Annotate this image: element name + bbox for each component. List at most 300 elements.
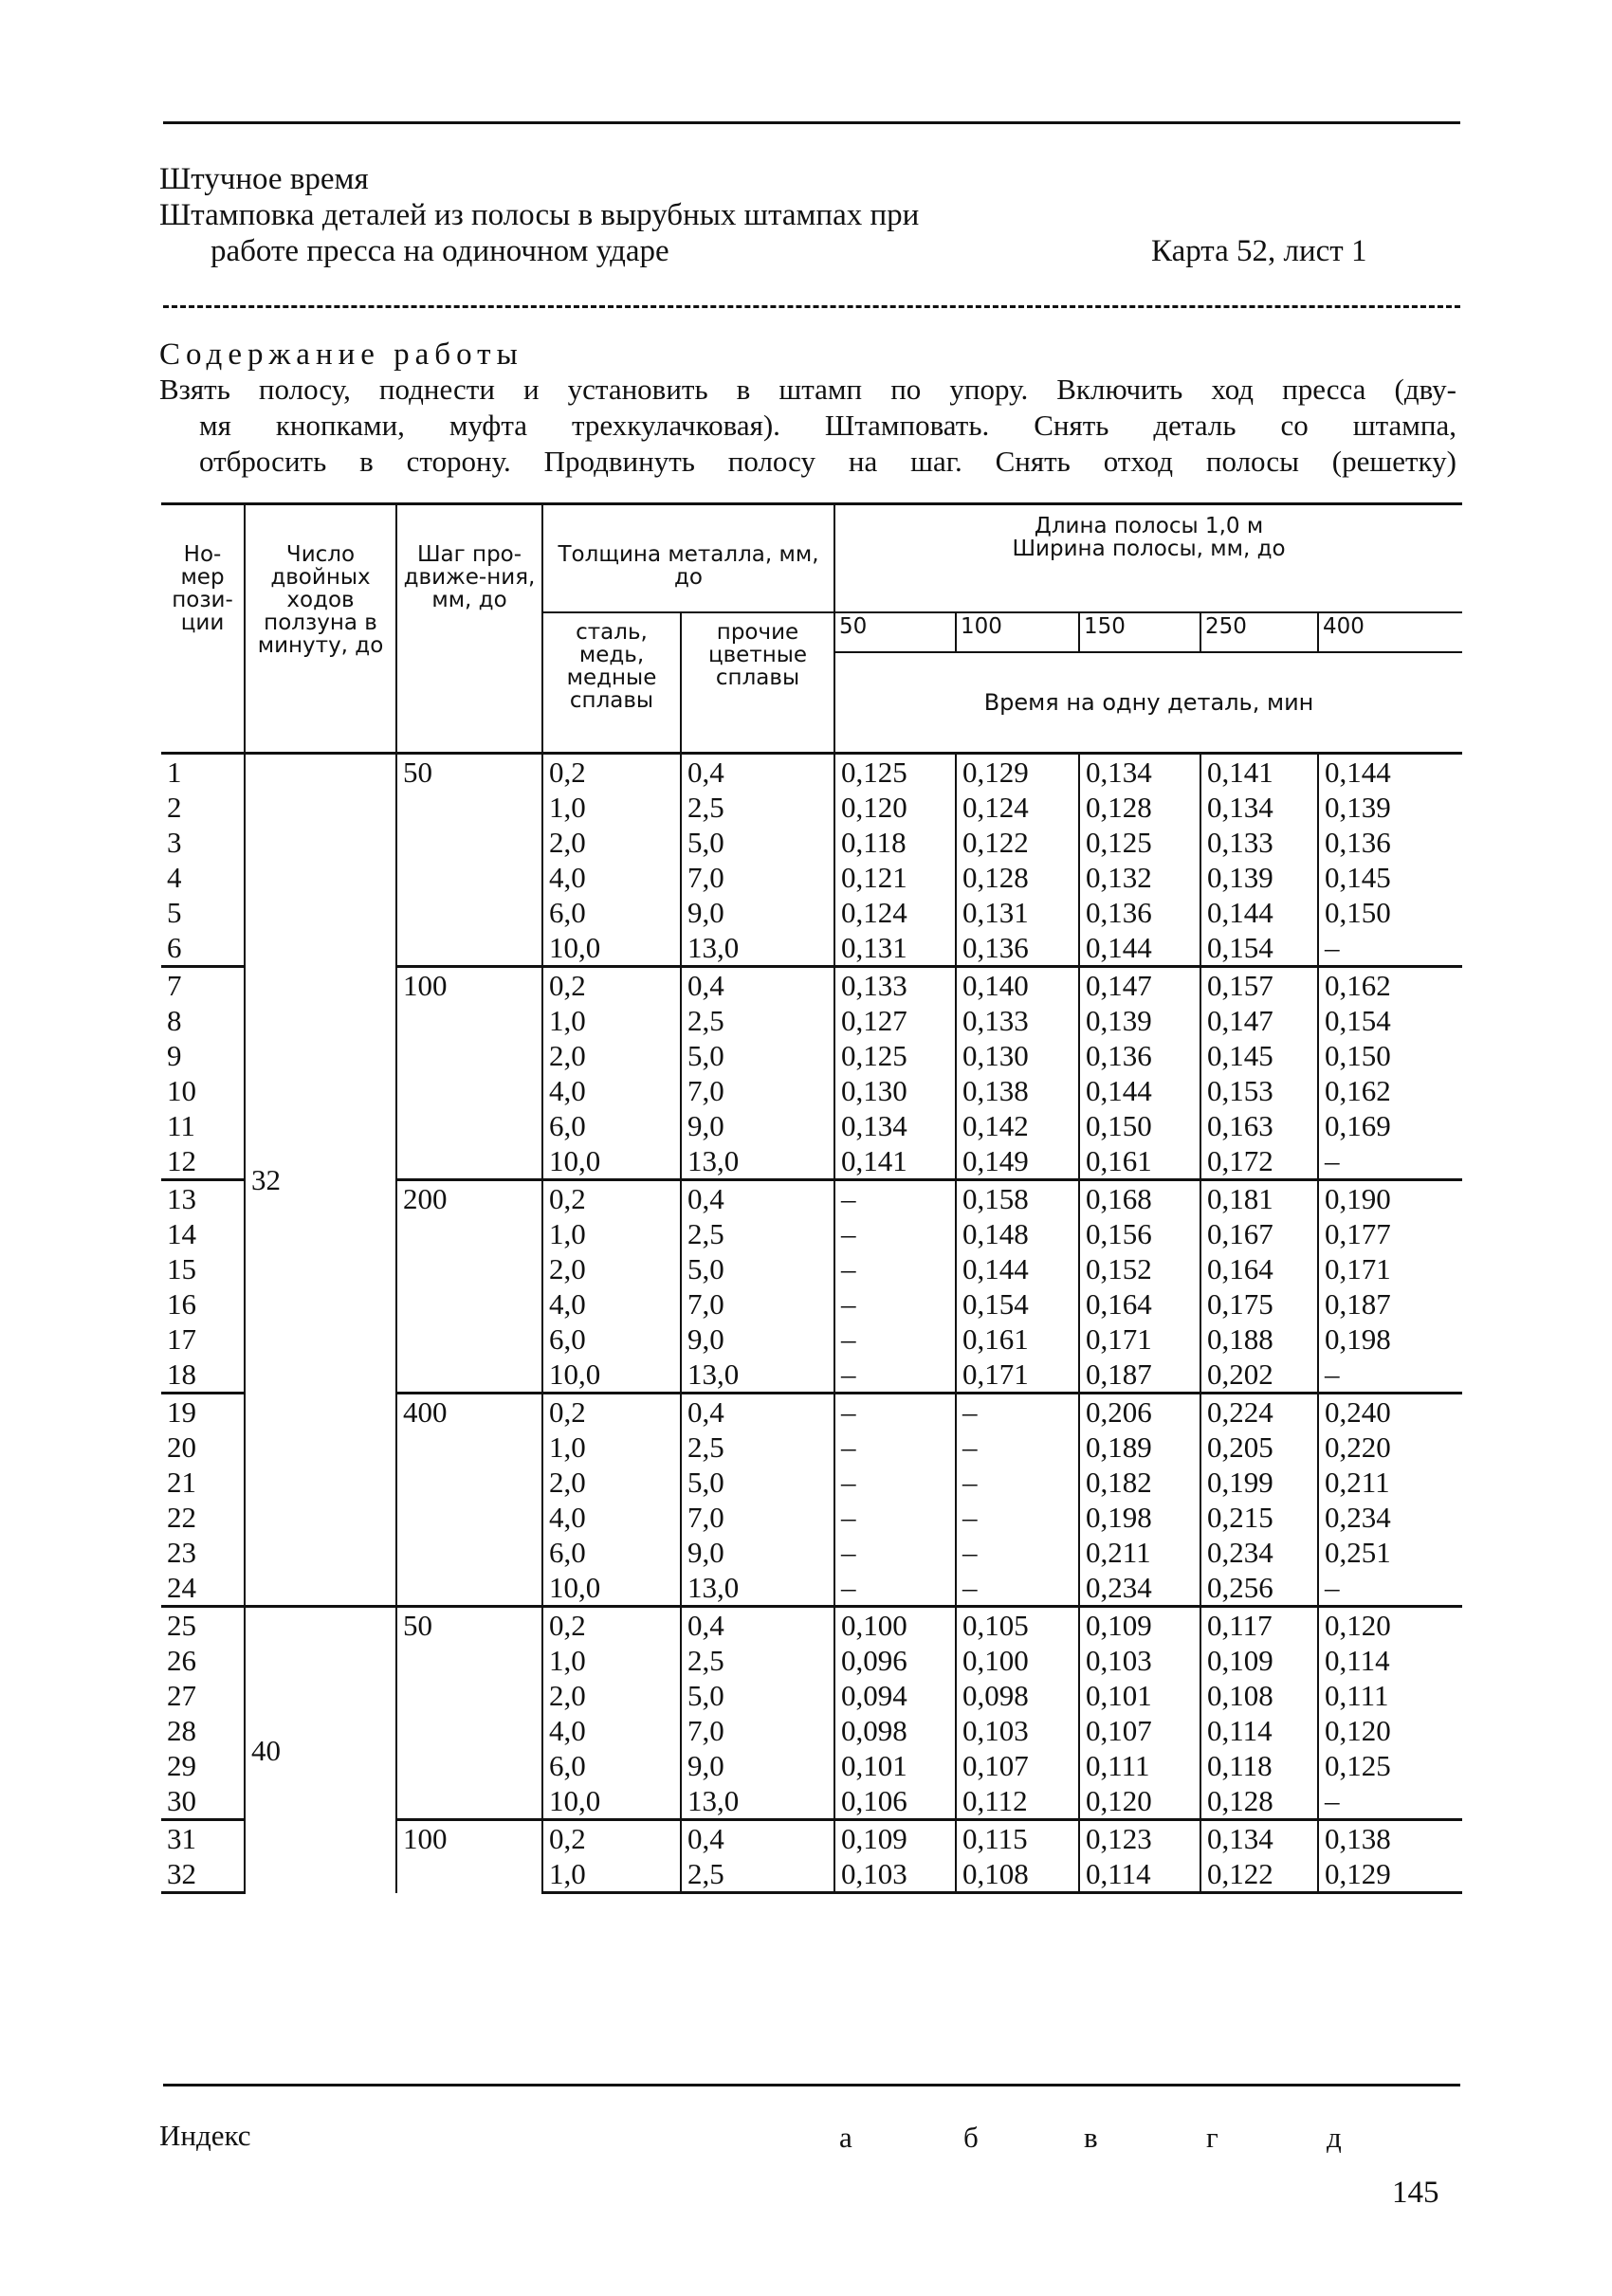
time-value: –: [1318, 1783, 1462, 1820]
time-value: 0,098: [956, 1678, 1079, 1713]
other-thickness: 13,0: [681, 1570, 834, 1607]
time-value: 0,134: [1200, 790, 1318, 825]
time-value: 0,141: [1200, 754, 1318, 791]
time-value: 0,205: [1200, 1430, 1318, 1465]
time-value: –: [956, 1570, 1079, 1607]
other-thickness: 2,5: [681, 1430, 834, 1465]
steel-thickness: 2,0: [542, 1038, 681, 1073]
index-letter-b: б: [963, 2121, 979, 2154]
time-value: 0,198: [1318, 1321, 1462, 1357]
position-number: 32: [161, 1856, 245, 1893]
strokes-value: 40: [251, 1733, 281, 1767]
time-value: 0,251: [1318, 1535, 1462, 1570]
time-value: 0,162: [1318, 967, 1462, 1004]
time-value: 0,182: [1079, 1465, 1200, 1500]
position-number: 3: [167, 826, 182, 859]
steel-thickness: 0,2: [542, 1394, 681, 1430]
time-value: 0,139: [1200, 860, 1318, 895]
header-length: Длина полосы 1,0 м: [1034, 514, 1264, 538]
other-thickness: 7,0: [681, 1286, 834, 1321]
time-value: 0,140: [956, 967, 1079, 1004]
position-number: 14: [167, 1217, 196, 1250]
other-thickness: 5,0: [681, 1038, 834, 1073]
position-number: 2: [167, 791, 182, 824]
step-cell: 50: [396, 754, 542, 967]
steel-thickness: 4,0: [542, 1073, 681, 1108]
step-cell: 400: [396, 1394, 542, 1607]
position-number: 27: [167, 1679, 196, 1712]
position-number: 24: [167, 1571, 196, 1604]
time-value: 0,167: [1200, 1216, 1318, 1251]
other-thickness: 9,0: [681, 895, 834, 930]
strokes-cell: [245, 754, 396, 1607]
time-value: 0,139: [1318, 790, 1462, 825]
time-value: 0,189: [1079, 1430, 1200, 1465]
page-number: 145: [1392, 2176, 1439, 2210]
position-number: 30: [167, 1784, 196, 1817]
time-value: 0,188: [1200, 1321, 1318, 1357]
time-value: 0,220: [1318, 1430, 1462, 1465]
time-value: –: [834, 1180, 956, 1217]
time-value: 0,111: [1318, 1678, 1462, 1713]
header-width-150: 150: [1079, 612, 1200, 652]
time-value: 0,162: [1318, 1073, 1462, 1108]
other-thickness: 2,5: [681, 790, 834, 825]
other-thickness: 7,0: [681, 1500, 834, 1535]
time-value: 0,125: [834, 754, 956, 791]
header-title: Штучное время: [159, 162, 369, 196]
other-thickness: 0,4: [681, 1607, 834, 1644]
time-value: –: [956, 1394, 1079, 1430]
time-value: 0,154: [1318, 1003, 1462, 1038]
time-value: 0,098: [834, 1713, 956, 1748]
steel-thickness: 0,2: [542, 1180, 681, 1217]
time-value: 0,109: [1079, 1607, 1200, 1644]
other-thickness: 2,5: [681, 1643, 834, 1678]
time-value: 0,096: [834, 1643, 956, 1678]
header-width: Ширина полосы, мм, до: [1012, 537, 1286, 561]
time-value: 0,134: [1200, 1820, 1318, 1857]
time-value: 0,141: [834, 1143, 956, 1180]
time-value: –: [834, 1430, 956, 1465]
other-thickness: 9,0: [681, 1321, 834, 1357]
time-value: 0,094: [834, 1678, 956, 1713]
time-value: 0,144: [1079, 1073, 1200, 1108]
time-value: 0,111: [1079, 1748, 1200, 1783]
time-value: –: [834, 1251, 956, 1286]
other-thickness: 0,4: [681, 754, 834, 791]
time-value: 0,115: [956, 1820, 1079, 1857]
other-thickness: 2,5: [681, 1856, 834, 1893]
description-line: Взять полосу, поднести и установить в штамп по упору. Включить ход пресса (дву-: [159, 373, 1456, 406]
time-value: 0,101: [1079, 1678, 1200, 1713]
time-value: 0,136: [1079, 895, 1200, 930]
time-value: –: [834, 1321, 956, 1357]
time-value: 0,154: [956, 1286, 1079, 1321]
time-value: –: [956, 1535, 1079, 1570]
description-line: отбросить в сторону. Продвинуть полосу на шаг. Снять отход полосы (решетку): [199, 445, 1456, 478]
time-value: 0,124: [956, 790, 1079, 825]
time-value: 0,125: [1079, 825, 1200, 860]
time-value: 0,171: [956, 1357, 1079, 1394]
steel-thickness: 4,0: [542, 860, 681, 895]
other-thickness: 0,4: [681, 1820, 834, 1857]
header-length-width: [834, 504, 1462, 613]
other-thickness: 0,4: [681, 967, 834, 1004]
time-value: 0,103: [834, 1856, 956, 1893]
time-value: 0,215: [1200, 1500, 1318, 1535]
time-value: 0,234: [1079, 1570, 1200, 1607]
time-value: –: [956, 1465, 1079, 1500]
time-value: 0,112: [956, 1783, 1079, 1820]
position-number: 19: [161, 1394, 245, 1430]
position-number: 4: [167, 861, 182, 894]
time-value: 0,124: [834, 895, 956, 930]
other-thickness: 13,0: [681, 930, 834, 967]
time-value: 0,127: [834, 1003, 956, 1038]
time-value: 0,145: [1318, 860, 1462, 895]
time-value: 0,181: [1200, 1180, 1318, 1217]
steel-thickness: 0,2: [542, 967, 681, 1004]
time-value: 0,107: [1079, 1713, 1200, 1748]
time-value: 0,121: [834, 860, 956, 895]
time-value: 0,202: [1200, 1357, 1318, 1394]
other-thickness: 2,5: [681, 1003, 834, 1038]
index-letter-v: в: [1084, 2121, 1098, 2154]
header-rule: [163, 305, 1460, 308]
time-value: 0,129: [1318, 1856, 1462, 1893]
time-value: 0,105: [956, 1607, 1079, 1644]
header-width-400: 400: [1318, 612, 1462, 652]
step-cell: 200: [396, 1180, 542, 1394]
time-value: 0,131: [834, 930, 956, 967]
header-width-50: 50: [834, 612, 956, 652]
time-value: 0,156: [1079, 1216, 1200, 1251]
steel-thickness: 6,0: [542, 895, 681, 930]
step-cell: 100: [396, 967, 542, 1180]
position-number: 11: [167, 1109, 195, 1142]
header-other-alloys: прочие цветные сплавы: [681, 612, 834, 754]
time-value: 0,114: [1079, 1856, 1200, 1893]
index-label: Индекс: [159, 2119, 251, 2152]
time-value: 0,161: [956, 1321, 1079, 1357]
index-letter-d: д: [1327, 2121, 1342, 2154]
time-value: 0,150: [1318, 895, 1462, 930]
position-number: 17: [167, 1322, 196, 1356]
time-value: 0,161: [1079, 1143, 1200, 1180]
time-value: 0,147: [1079, 967, 1200, 1004]
steel-thickness: 10,0: [542, 1357, 681, 1394]
table-row: [161, 754, 1462, 791]
card-reference: Карта 52, лист 1: [1151, 234, 1367, 268]
steel-thickness: 10,0: [542, 930, 681, 967]
time-value: 0,109: [834, 1820, 956, 1857]
position-number: 8: [167, 1004, 182, 1037]
position-number: 20: [167, 1430, 196, 1464]
time-value: 0,164: [1079, 1286, 1200, 1321]
time-value: 0,118: [834, 825, 956, 860]
position-number: 26: [167, 1644, 196, 1677]
time-value: –: [1318, 930, 1462, 967]
time-value: 0,177: [1318, 1216, 1462, 1251]
time-value: 0,117: [1200, 1607, 1318, 1644]
position-number: 29: [167, 1749, 196, 1782]
time-value: –: [834, 1570, 956, 1607]
time-value: –: [834, 1394, 956, 1430]
time-value: 0,172: [1200, 1143, 1318, 1180]
steel-thickness: 4,0: [542, 1713, 681, 1748]
steel-thickness: 1,0: [542, 1430, 681, 1465]
time-value: 0,132: [1079, 860, 1200, 895]
time-value: 0,171: [1318, 1251, 1462, 1286]
strokes-cell: [245, 1607, 396, 1893]
header-position: Но-мер пози-ции: [161, 504, 245, 754]
time-value: 0,152: [1079, 1251, 1200, 1286]
index-letter-a: а: [839, 2121, 852, 2154]
position-number: 22: [167, 1501, 196, 1534]
time-value: –: [1318, 1570, 1462, 1607]
steel-thickness: 6,0: [542, 1321, 681, 1357]
time-value: 0,108: [956, 1856, 1079, 1893]
header-subtitle: Штамповка деталей из полосы в вырубных штампах при: [159, 198, 920, 232]
time-value: –: [956, 1500, 1079, 1535]
header-strokes: Число двойных ходов ползуна в минуту, до: [245, 504, 396, 754]
time-value: –: [834, 1286, 956, 1321]
header-width-100: 100: [956, 612, 1079, 652]
other-thickness: 9,0: [681, 1108, 834, 1143]
position-number: 6: [167, 931, 182, 964]
time-value: 0,169: [1318, 1108, 1462, 1143]
time-value: –: [834, 1216, 956, 1251]
time-value: 0,154: [1200, 930, 1318, 967]
steel-thickness: 2,0: [542, 825, 681, 860]
time-value: 0,256: [1200, 1570, 1318, 1607]
time-value: 0,101: [834, 1748, 956, 1783]
time-value: 0,149: [956, 1143, 1079, 1180]
time-value: 0,103: [1079, 1643, 1200, 1678]
other-thickness: 2,5: [681, 1216, 834, 1251]
position-number: 15: [167, 1252, 196, 1285]
steel-thickness: 10,0: [542, 1783, 681, 1820]
time-value: 0,199: [1200, 1465, 1318, 1500]
time-value: 0,106: [834, 1783, 956, 1820]
other-thickness: 13,0: [681, 1783, 834, 1820]
position-number: 12: [167, 1144, 196, 1177]
time-value: 0,144: [1318, 754, 1462, 791]
time-value: 0,128: [1200, 1783, 1318, 1820]
time-value: 0,103: [956, 1713, 1079, 1748]
time-value: 0,108: [1200, 1678, 1318, 1713]
strokes-value: 32: [251, 1163, 281, 1196]
other-thickness: 7,0: [681, 1713, 834, 1748]
other-thickness: 7,0: [681, 1073, 834, 1108]
time-value: 0,139: [1079, 1003, 1200, 1038]
time-value: 0,157: [1200, 967, 1318, 1004]
header-subtitle-cont: работе пресса на одиночном ударе: [211, 234, 669, 268]
time-value: 0,128: [956, 860, 1079, 895]
position-number: 31: [161, 1820, 245, 1857]
time-value: –: [834, 1500, 956, 1535]
time-value: 0,234: [1200, 1535, 1318, 1570]
time-value: 0,109: [1200, 1643, 1318, 1678]
other-thickness: 5,0: [681, 1465, 834, 1500]
other-thickness: 0,4: [681, 1394, 834, 1430]
time-value: 0,133: [834, 967, 956, 1004]
time-value: –: [956, 1430, 1079, 1465]
time-value: 0,120: [1318, 1713, 1462, 1748]
step-cell: 50: [396, 1607, 542, 1820]
steel-thickness: 1,0: [542, 1216, 681, 1251]
table-row: [161, 1607, 1462, 1644]
steel-thickness: 1,0: [542, 790, 681, 825]
time-value: 0,190: [1318, 1180, 1462, 1217]
time-value: 0,211: [1318, 1465, 1462, 1500]
other-thickness: 13,0: [681, 1143, 834, 1180]
steel-thickness: 1,0: [542, 1856, 681, 1893]
time-value: 0,130: [956, 1038, 1079, 1073]
time-value: 0,163: [1200, 1108, 1318, 1143]
steel-thickness: 1,0: [542, 1003, 681, 1038]
time-value: 0,144: [1079, 930, 1200, 967]
time-value: 0,168: [1079, 1180, 1200, 1217]
time-value: 0,171: [1079, 1321, 1200, 1357]
steel-thickness: 4,0: [542, 1286, 681, 1321]
time-value: 0,148: [956, 1216, 1079, 1251]
steel-thickness: 6,0: [542, 1748, 681, 1783]
other-thickness: 5,0: [681, 1678, 834, 1713]
time-value: 0,122: [956, 825, 1079, 860]
steel-thickness: 0,2: [542, 754, 681, 791]
header-step: Шаг про-движе-ния, мм, до: [396, 504, 542, 754]
time-value: 0,125: [834, 1038, 956, 1073]
position-number: 7: [161, 967, 245, 1004]
time-value: 0,134: [1079, 754, 1200, 791]
position-number: 25: [161, 1607, 245, 1644]
steel-thickness: 6,0: [542, 1108, 681, 1143]
step-cell: 100: [396, 1820, 542, 1893]
time-value: 0,211: [1079, 1535, 1200, 1570]
position-number: 10: [167, 1074, 196, 1107]
table-body: [161, 754, 1462, 1893]
time-value: 0,123: [1079, 1820, 1200, 1857]
time-value: 0,150: [1079, 1108, 1200, 1143]
time-value: 0,118: [1200, 1748, 1318, 1783]
time-value: –: [834, 1535, 956, 1570]
time-value: 0,150: [1318, 1038, 1462, 1073]
time-value: 0,120: [1079, 1783, 1200, 1820]
time-value: 0,133: [956, 1003, 1079, 1038]
steel-thickness: 4,0: [542, 1500, 681, 1535]
description-line: мя кнопками, муфта трехкулачковая). Штамповать. Снять деталь со штампа,: [199, 409, 1456, 442]
time-value: 0,136: [1079, 1038, 1200, 1073]
other-thickness: 5,0: [681, 825, 834, 860]
time-value: 0,120: [1318, 1607, 1462, 1644]
time-value: 0,138: [956, 1073, 1079, 1108]
time-value: 0,120: [834, 790, 956, 825]
position-number: 23: [167, 1536, 196, 1569]
position-number: 9: [167, 1039, 182, 1072]
other-thickness: 0,4: [681, 1180, 834, 1217]
time-value: 0,145: [1200, 1038, 1318, 1073]
top-rule: [163, 121, 1460, 124]
time-value: 0,134: [834, 1108, 956, 1143]
time-value: 0,187: [1079, 1357, 1200, 1394]
time-value: 0,136: [1318, 825, 1462, 860]
position-number: 21: [167, 1466, 196, 1499]
time-value: –: [834, 1357, 956, 1394]
other-thickness: 7,0: [681, 860, 834, 895]
time-value: 0,107: [956, 1748, 1079, 1783]
time-value: 0,144: [1200, 895, 1318, 930]
steel-thickness: 2,0: [542, 1678, 681, 1713]
time-value: 0,234: [1318, 1500, 1462, 1535]
position-number: 16: [167, 1287, 196, 1321]
time-value: 0,153: [1200, 1073, 1318, 1108]
position-number: 1: [161, 754, 245, 791]
time-value: 0,138: [1318, 1820, 1462, 1857]
steel-thickness: 6,0: [542, 1535, 681, 1570]
work-description: [159, 372, 1456, 480]
time-value: 0,142: [956, 1108, 1079, 1143]
time-value: 0,187: [1318, 1286, 1462, 1321]
time-value: 0,198: [1079, 1500, 1200, 1535]
section-title: Содержание работы: [159, 337, 523, 372]
time-value: 0,114: [1318, 1643, 1462, 1678]
position-number: 18: [167, 1358, 196, 1391]
other-thickness: 9,0: [681, 1748, 834, 1783]
time-value: 0,136: [956, 930, 1079, 967]
position-number: 28: [167, 1714, 196, 1747]
steel-thickness: 0,2: [542, 1607, 681, 1644]
steel-thickness: 0,2: [542, 1820, 681, 1857]
time-value: 0,144: [956, 1251, 1079, 1286]
time-value: 0,131: [956, 895, 1079, 930]
time-value: 0,114: [1200, 1713, 1318, 1748]
time-value: 0,130: [834, 1073, 956, 1108]
other-thickness: 5,0: [681, 1251, 834, 1286]
time-value: 0,100: [956, 1643, 1079, 1678]
position-number: 5: [167, 896, 182, 929]
time-value: 0,158: [956, 1180, 1079, 1217]
time-value: 0,100: [834, 1607, 956, 1644]
steel-thickness: 2,0: [542, 1465, 681, 1500]
steel-thickness: 10,0: [542, 1143, 681, 1180]
time-value: 0,164: [1200, 1251, 1318, 1286]
time-norms-table: [161, 502, 1462, 1894]
header-thickness: Толщина металла, мм, до: [542, 504, 834, 613]
time-value: –: [834, 1465, 956, 1500]
position-number: 13: [161, 1180, 245, 1217]
time-value: 0,147: [1200, 1003, 1318, 1038]
footer-rule: [163, 2084, 1460, 2086]
index-letter-g: г: [1206, 2121, 1218, 2154]
time-value: –: [1318, 1143, 1462, 1180]
time-value: 0,175: [1200, 1286, 1318, 1321]
time-value: 0,129: [956, 754, 1079, 791]
time-value: –: [1318, 1357, 1462, 1394]
header-steel: сталь, медь, медные сплавы: [542, 612, 681, 754]
steel-thickness: 1,0: [542, 1643, 681, 1678]
other-thickness: 13,0: [681, 1357, 834, 1394]
header-width-250: 250: [1200, 612, 1318, 652]
time-value: 0,125: [1318, 1748, 1462, 1783]
time-value: 0,122: [1200, 1856, 1318, 1893]
other-thickness: 9,0: [681, 1535, 834, 1570]
header-time: Время на одну деталь, мин: [834, 652, 1462, 754]
time-value: 0,224: [1200, 1394, 1318, 1430]
time-value: 0,240: [1318, 1394, 1462, 1430]
time-value: 0,206: [1079, 1394, 1200, 1430]
